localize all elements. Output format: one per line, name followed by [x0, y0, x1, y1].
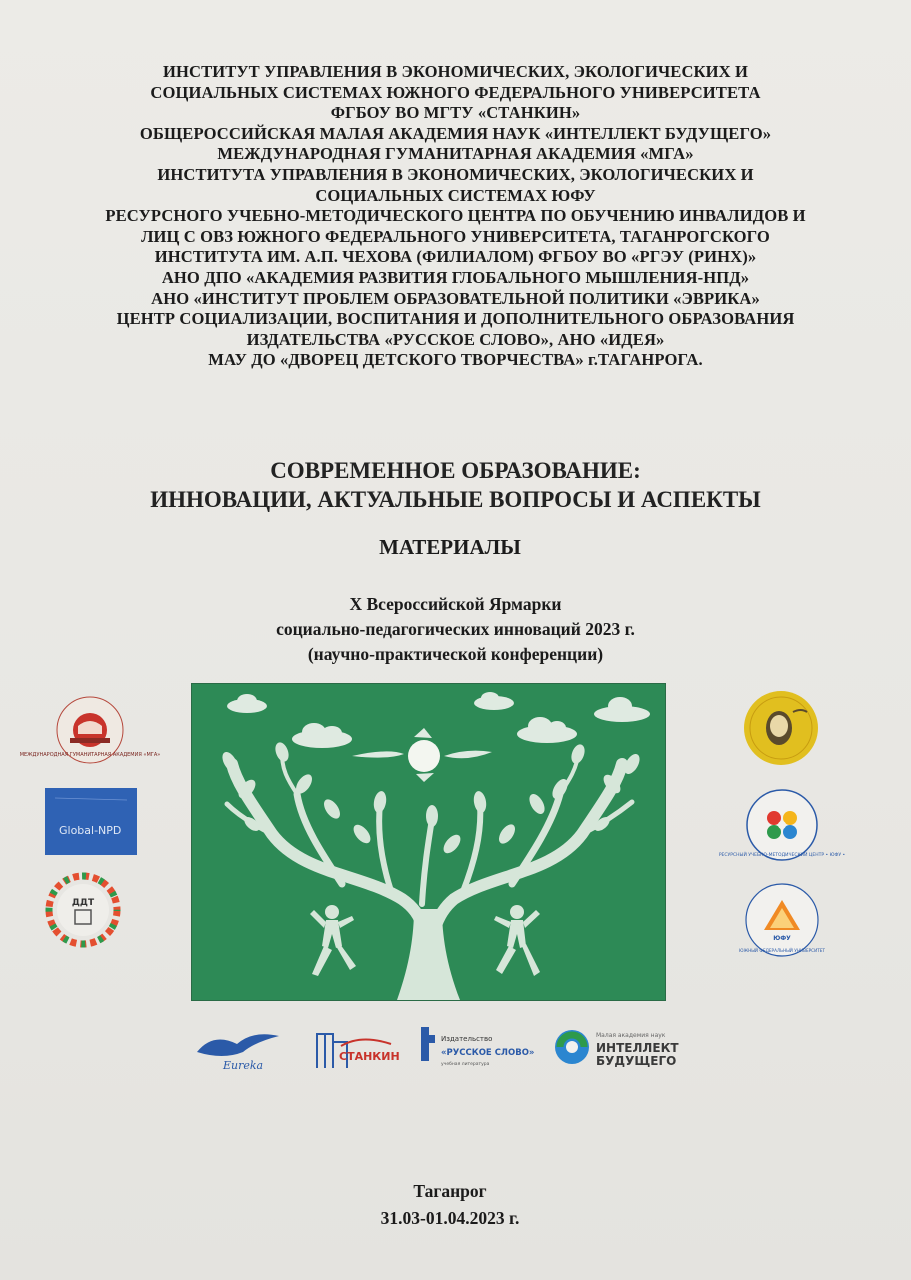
rs-big-label: «РУССКОЕ СЛОВО»	[441, 1048, 535, 1058]
fair-line-2: социально-педагогических инноваций 2023 г.	[276, 619, 635, 639]
materials-heading: МАТЕРИАЛЫ	[379, 535, 521, 559]
organizer-line: ФГБОУ ВО МГТУ «СТАНКИН»	[330, 103, 581, 123]
cloud-icon	[594, 697, 650, 722]
organizer-line: ОБЩЕРОССИЙСКАЯ МАЛАЯ АКАДЕМИЯ НАУК «ИНТЕЛЛЕКТ БУДУЩЕГО»	[139, 123, 772, 143]
ib-small-label: Малая академия наук	[596, 1032, 666, 1039]
organizer-line: ИНСТИТУТА УПРАВЛЕНИЯ В ЭКОНОМИЧЕСКИХ, ЭКОЛОГИЧЕСКИХ И	[157, 164, 754, 184]
ddt-label: ДДТ	[71, 898, 95, 908]
organizers-list	[30, 62, 881, 371]
organizer-line: АНО «ИНСТИТУТ ПРОБЛЕМ ОБРАЗОВАТЕЛЬНОЙ ПОЛИТИКИ «ЭВРИКА»	[151, 288, 760, 308]
resource-center-ring-text: РЕСУРСНЫЙ УЧЕБНО-МЕТОДИЧЕСКИЙ ЦЕНТР • ЮФУ •	[718, 853, 846, 858]
title-line-2: ИННОВАЦИИ, АКТУАЛЬНЫЕ ВОПРОСЫ И АСПЕКТЫ	[150, 487, 761, 512]
resource-center-logo	[718, 788, 846, 862]
fair-subtitle	[20, 592, 891, 667]
rs-sub-label: учебная литература	[441, 1062, 490, 1067]
organizer-line: СОЦИАЛЬНЫХ СИСТЕМАХ ЮФУ	[315, 185, 596, 205]
fair-line-1: X Всероссийской Ярмарки	[349, 594, 562, 614]
cloud-icon	[292, 723, 352, 748]
ddt-logo	[45, 874, 121, 946]
book-title	[20, 456, 891, 514]
cloud-icon	[517, 717, 577, 743]
chekhov-institute-logo	[741, 690, 821, 766]
stankin-label: СТАНКИН	[339, 1050, 400, 1063]
cloud-icon	[227, 694, 267, 713]
ib-line-1: ИНТЕЛЛЕКТ	[596, 1041, 679, 1055]
eureka-logo	[193, 1022, 283, 1072]
eureka-label: Eureka	[223, 1059, 264, 1072]
organizer-line: РЕСУРСНОГО УЧЕБНО-МЕТОДИЧЕСКОГО ЦЕНТРА ПО ОБУЧЕНИЮ ИНВАЛИДОВ И	[105, 206, 806, 226]
organizer-line: АНО ДПО «АКАДЕМИЯ РАЗВИТИЯ ГЛОБАЛЬНОГО МЫШЛЕНИЯ-НПД»	[161, 267, 750, 287]
organizer-line: ЦЕНТР СОЦИАЛИЗАЦИИ, ВОСПИТАНИЯ И ДОПОЛНИТЕЛЬНОГО ОБРАЗОВАНИЯ	[116, 309, 795, 329]
organizer-line: ИНСТИТУТА ИМ. А.П. ЧЕХОВА (ФИЛИАЛОМ) ФГБОУ ВО «РГЭУ (РИНХ)»	[154, 247, 757, 267]
global-npd-logo	[45, 788, 137, 855]
sfedu-abbr: ЮФУ	[773, 935, 791, 942]
cloud-icon	[474, 692, 514, 710]
title-line-1: СОВРЕМЕННОЕ ОБРАЗОВАНИЕ:	[270, 458, 641, 483]
stankin-logo	[311, 1024, 401, 1074]
organizer-line: МЕЖДУНАРОДНАЯ ГУМАНИТАРНАЯ АКАДЕМИЯ «МГА»	[217, 144, 694, 164]
organizer-line: МАУ ДО «ДВОРЕЦ ДЕТСКОГО ТВОРЧЕСТВА» г.ТАГАНРОГА.	[208, 350, 703, 370]
sun-icon	[352, 728, 492, 782]
intellect-future-logo	[552, 1023, 687, 1071]
fair-line-3: (научно-практической конференции)	[307, 644, 604, 664]
organizer-line: ИЗДАТЕЛЬСТВА «РУССКОЕ СЛОВО», АНО «ИДЕЯ»	[246, 329, 665, 349]
rs-small-label: Издательство	[441, 1035, 493, 1043]
sfedu-ring-text: ЮЖНЫЙ ФЕДЕРАЛЬНЫЙ УНИВЕРСИТЕТ	[739, 948, 825, 953]
city-name: Таганрог	[413, 1181, 487, 1201]
imprint	[0, 1178, 900, 1232]
dancing-figure-icon	[310, 905, 356, 976]
tree-illustration	[192, 684, 665, 1000]
mga-ring-text: МЕЖДУНАРОДНАЯ ГУМАНИТАРНАЯ АКАДЕМИЯ «МГА»	[19, 752, 161, 758]
global-npd-label: Global-NPD	[59, 824, 122, 837]
publication-dates: 31.03-01.04.2023 г.	[380, 1208, 520, 1228]
russkoe-slovo-logo	[419, 1021, 539, 1071]
organizer-line: ИНСТИТУТ УПРАВЛЕНИЯ В ЭКОНОМИЧЕСКИХ, ЭКОЛОГИЧЕСКИХ И	[162, 62, 749, 81]
mga-logo	[19, 694, 161, 766]
organizer-line: СОЦИАЛЬНЫХ СИСТЕМАХ ЮЖНОГО ФЕДЕРАЛЬНОГО УНИВЕРСИТЕТА	[150, 82, 761, 102]
ib-line-2: БУДУЩЕГО	[596, 1054, 677, 1068]
sfedu-logo	[739, 882, 825, 958]
dancing-figure-icon	[494, 905, 540, 976]
organizer-line: ЛИЦ С ОВЗ ЮЖНОГО ФЕДЕРАЛЬНОГО УНИВЕРСИТЕТА, ТАГАНРОГСКОГО	[141, 226, 770, 246]
